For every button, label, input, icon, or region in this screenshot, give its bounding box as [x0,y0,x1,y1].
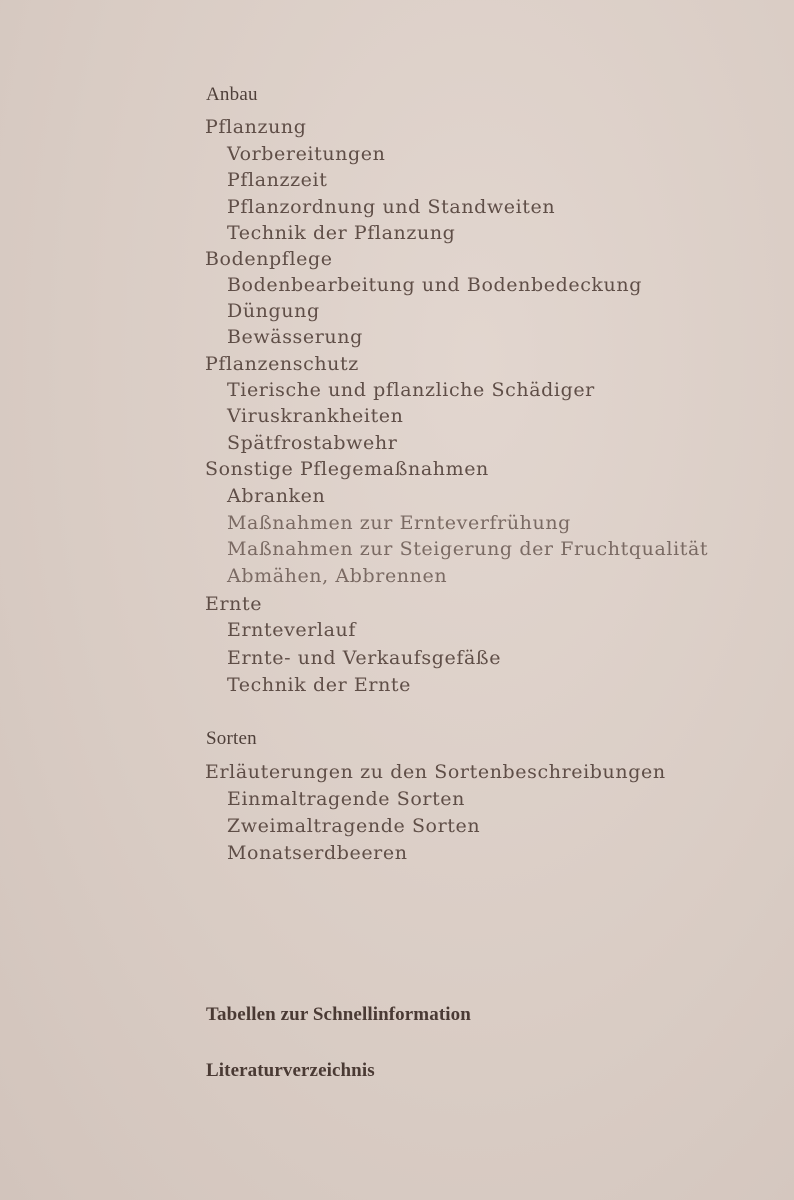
entry-title: Sorten [206,728,257,749]
entry-title: Tabellen zur Schnellinformation [206,1004,471,1025]
entry-title: Viruskrankheiten [227,405,404,427]
entry-title: Düngung [227,300,320,322]
entry-title: Bewässerung [227,326,363,348]
entry-title: Abmähen, Abbrennen [227,565,448,587]
entry-title: Sonstige Pflegemaßnahmen [205,458,489,480]
entry-title: Einmaltragende Sorten [227,788,465,810]
entry-title: Pflanzordnung und Standweiten [227,196,556,218]
entry-title: Tierische und pflanzliche Schädiger [227,379,595,401]
entry-title: Zweimaltragende Sorten [227,815,481,837]
entry-title: Maßnahmen zur Ernteverfrühung [227,512,571,534]
entry-title: Anbau [206,84,258,105]
entry-title: Technik der Ernte [227,674,411,696]
entry-title: Literaturverzeichnis [206,1060,375,1081]
entry-title: Ernte [205,593,263,615]
entry-title: Ernte- und Verkaufsgefäße [227,647,502,669]
entry-title: Erläuterungen zu den Sortenbeschreibungen [205,761,666,783]
entry-title: Technik der Pflanzung [227,222,456,244]
entry-title: Monatserdbeeren [227,842,408,864]
entry-title: Maßnahmen zur Steigerung der Fruchtqualität [227,538,709,560]
entry-title: Bodenbearbeitung und Bodenbedeckung [227,274,642,296]
entry-title: Abranken [227,485,326,507]
entry-title: Pflanzung [205,116,307,138]
entry-title: Pflanzzeit [227,169,328,191]
entry-title: Pflanzenschutz [205,353,359,375]
entry-title: Vorbereitungen [227,143,386,165]
entry-title: Ernteverlauf [227,619,357,641]
entry-title: Spätfrostabwehr [227,432,398,454]
entry-title: Bodenpflege [205,248,333,270]
